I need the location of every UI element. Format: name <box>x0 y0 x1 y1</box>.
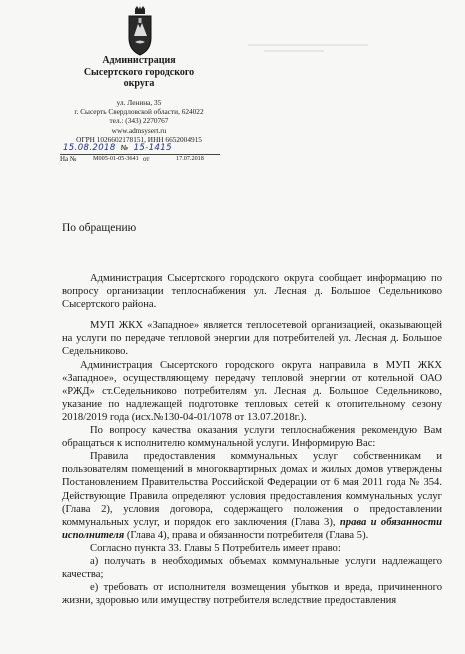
paragraph: МУП ЖКХ «Западное» является теплосетевой организацией, оказывающей на услуги по передаче тепловой энергии для потребителей ул. Лесная д. Большое Седельниково. <box>62 320 442 358</box>
org-name-line: округа <box>123 78 155 89</box>
paragraph: а) получать в необходимых объемах коммунальные услуги надлежащего качества; <box>62 555 442 581</box>
address-line: г. Сысерть Свердловской области, 624022 <box>74 107 204 117</box>
emphasized-text: права и обязанности исполнителя <box>62 516 442 541</box>
paragraph: Согласно пункта 33. Главы 5 Потребитель имеет право: <box>90 542 341 554</box>
outgoing-date: 15.08.2018 <box>63 143 116 153</box>
organization-address <box>58 98 220 144</box>
address-line: тел.: (343) 2270767 <box>109 116 169 126</box>
address-line: ОГРН 1026602178151, ИНН 6652004915 <box>76 134 202 144</box>
scan-mark <box>264 50 324 52</box>
paragraph-text: (Глава 4), права и обязанности потребителя (Глава 5). <box>124 529 369 541</box>
scan-mark <box>248 44 368 46</box>
paragraph: Администрация Сысертского городского округа направила в МУП ЖКХ «Западное», осуществляющему передачу тепловой энергии от котельной ОАО «РЖД» ст.Седельниково потребителям ул. Лесная д. Большое Седельниково, указание по надлежащей подготовке тепловых сетей к отопительному сезону 2018/2019 года (исх.№130-04-01/1078 от 13.07.2018г.). <box>62 359 442 423</box>
reference-label: На № <box>60 155 77 163</box>
address-line: www.admsysert.ru <box>111 125 167 135</box>
outgoing-number: 15-1415 <box>133 143 172 153</box>
organization-name <box>72 55 206 90</box>
reference-number: М005-01-05-3641 <box>93 155 139 162</box>
org-name-line: Администрация <box>102 55 176 66</box>
reference-date: 17.07.2018 <box>176 155 204 162</box>
paragraph: Администрация Сысертского городского округа сообщает информацию по вопросу организации теплоснабжения ул. Лесная д. Большое Седельниково Сысертского района. <box>62 273 442 311</box>
letter-heading: По обращению <box>62 222 137 234</box>
paragraph-text: Правила предоставления коммунальных услуг собственникам и пользователям помещений в многоквартирных домах и жилых домов утверждены Постановлением Правительства Российской Федерации от 6 мая 2011 года № 354. Действующие Правила определяют условия предоставления коммунальных услуг (Глава 2), условия договора, содержащего положения о предоставлении коммунальных услуг, и порядок его заключения (Глава 3), <box>62 451 442 528</box>
letter-body <box>62 272 442 607</box>
outgoing-registration-stamp <box>63 143 172 153</box>
paragraph <box>62 450 442 542</box>
reference-from-label: от <box>143 155 150 163</box>
address-line: ул. Ленина, 35 <box>116 98 162 107</box>
coat-of-arms-icon <box>126 6 154 56</box>
paragraph: По вопросу качества оказания услуги теплоснабжения рекомендую Вам обращаться к исполнителю коммунальной услуги. Информирую Вас: <box>62 425 442 450</box>
paragraph: е) требовать от исполнителя возмещения убытков и вреда, причиненного жизни, здоровью или имуществу потребителя вследствие предоставления <box>62 582 442 607</box>
number-sign: № <box>120 144 129 152</box>
org-name-line: Сысертского городского <box>83 66 195 78</box>
